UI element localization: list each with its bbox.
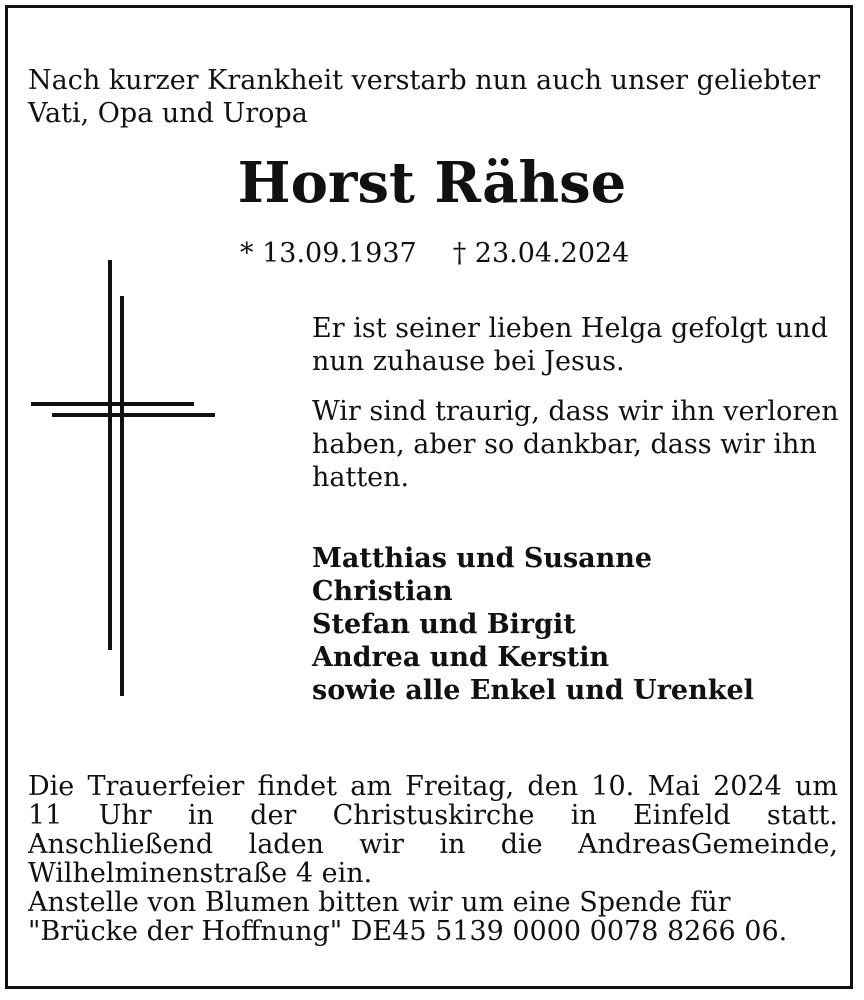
verse-paragraph: Er ist seiner lieben Helga gefolgt und nun zuhause bei Jesus. — [312, 313, 828, 377]
life-dates — [240, 236, 629, 272]
donation-account: "Brücke der Hoffnung" DE45 5139 0000 0078 8266 06. — [28, 916, 788, 947]
service-info — [28, 772, 838, 946]
mourner-item: Christian — [312, 576, 453, 607]
death-date: † 23.04.2024 — [452, 238, 630, 269]
mourner-item: Stefan und Birgit — [312, 609, 576, 640]
donation-line: Anstelle von Blumen bitten wir um eine Spende für — [28, 887, 731, 918]
deceased-name: Horst Rähse — [237, 150, 627, 216]
mourner-item: sowie alle Enkel und Urenkel — [312, 675, 754, 706]
mourner-item: Matthias und Susanne — [312, 543, 653, 574]
verse-block — [312, 312, 842, 511]
service-paragraph: Die Trauerfeier findet am Freitag, den 10. Mai 2024 um 11 Uhr in der Christuskirche in Einfeld statt. Anschließend laden wir in die AndreasGemeinde, Wilhelminenstraße 4 ein. — [28, 771, 838, 889]
double-line-cross-icon — [28, 258, 228, 698]
verse-paragraph: Wir sind traurig, dass wir ihn verloren haben, aber so dankbar, dass wir ihn hatten. — [312, 396, 839, 493]
birth-date: * 13.09.1937 — [240, 238, 417, 269]
mourner-item: Andrea und Kerstin — [312, 642, 610, 673]
intro-text: Nach kurzer Krankheit verstarb nun auch unser geliebter Vati, Opa und Uropa — [28, 65, 821, 129]
mourners-list — [312, 542, 842, 707]
